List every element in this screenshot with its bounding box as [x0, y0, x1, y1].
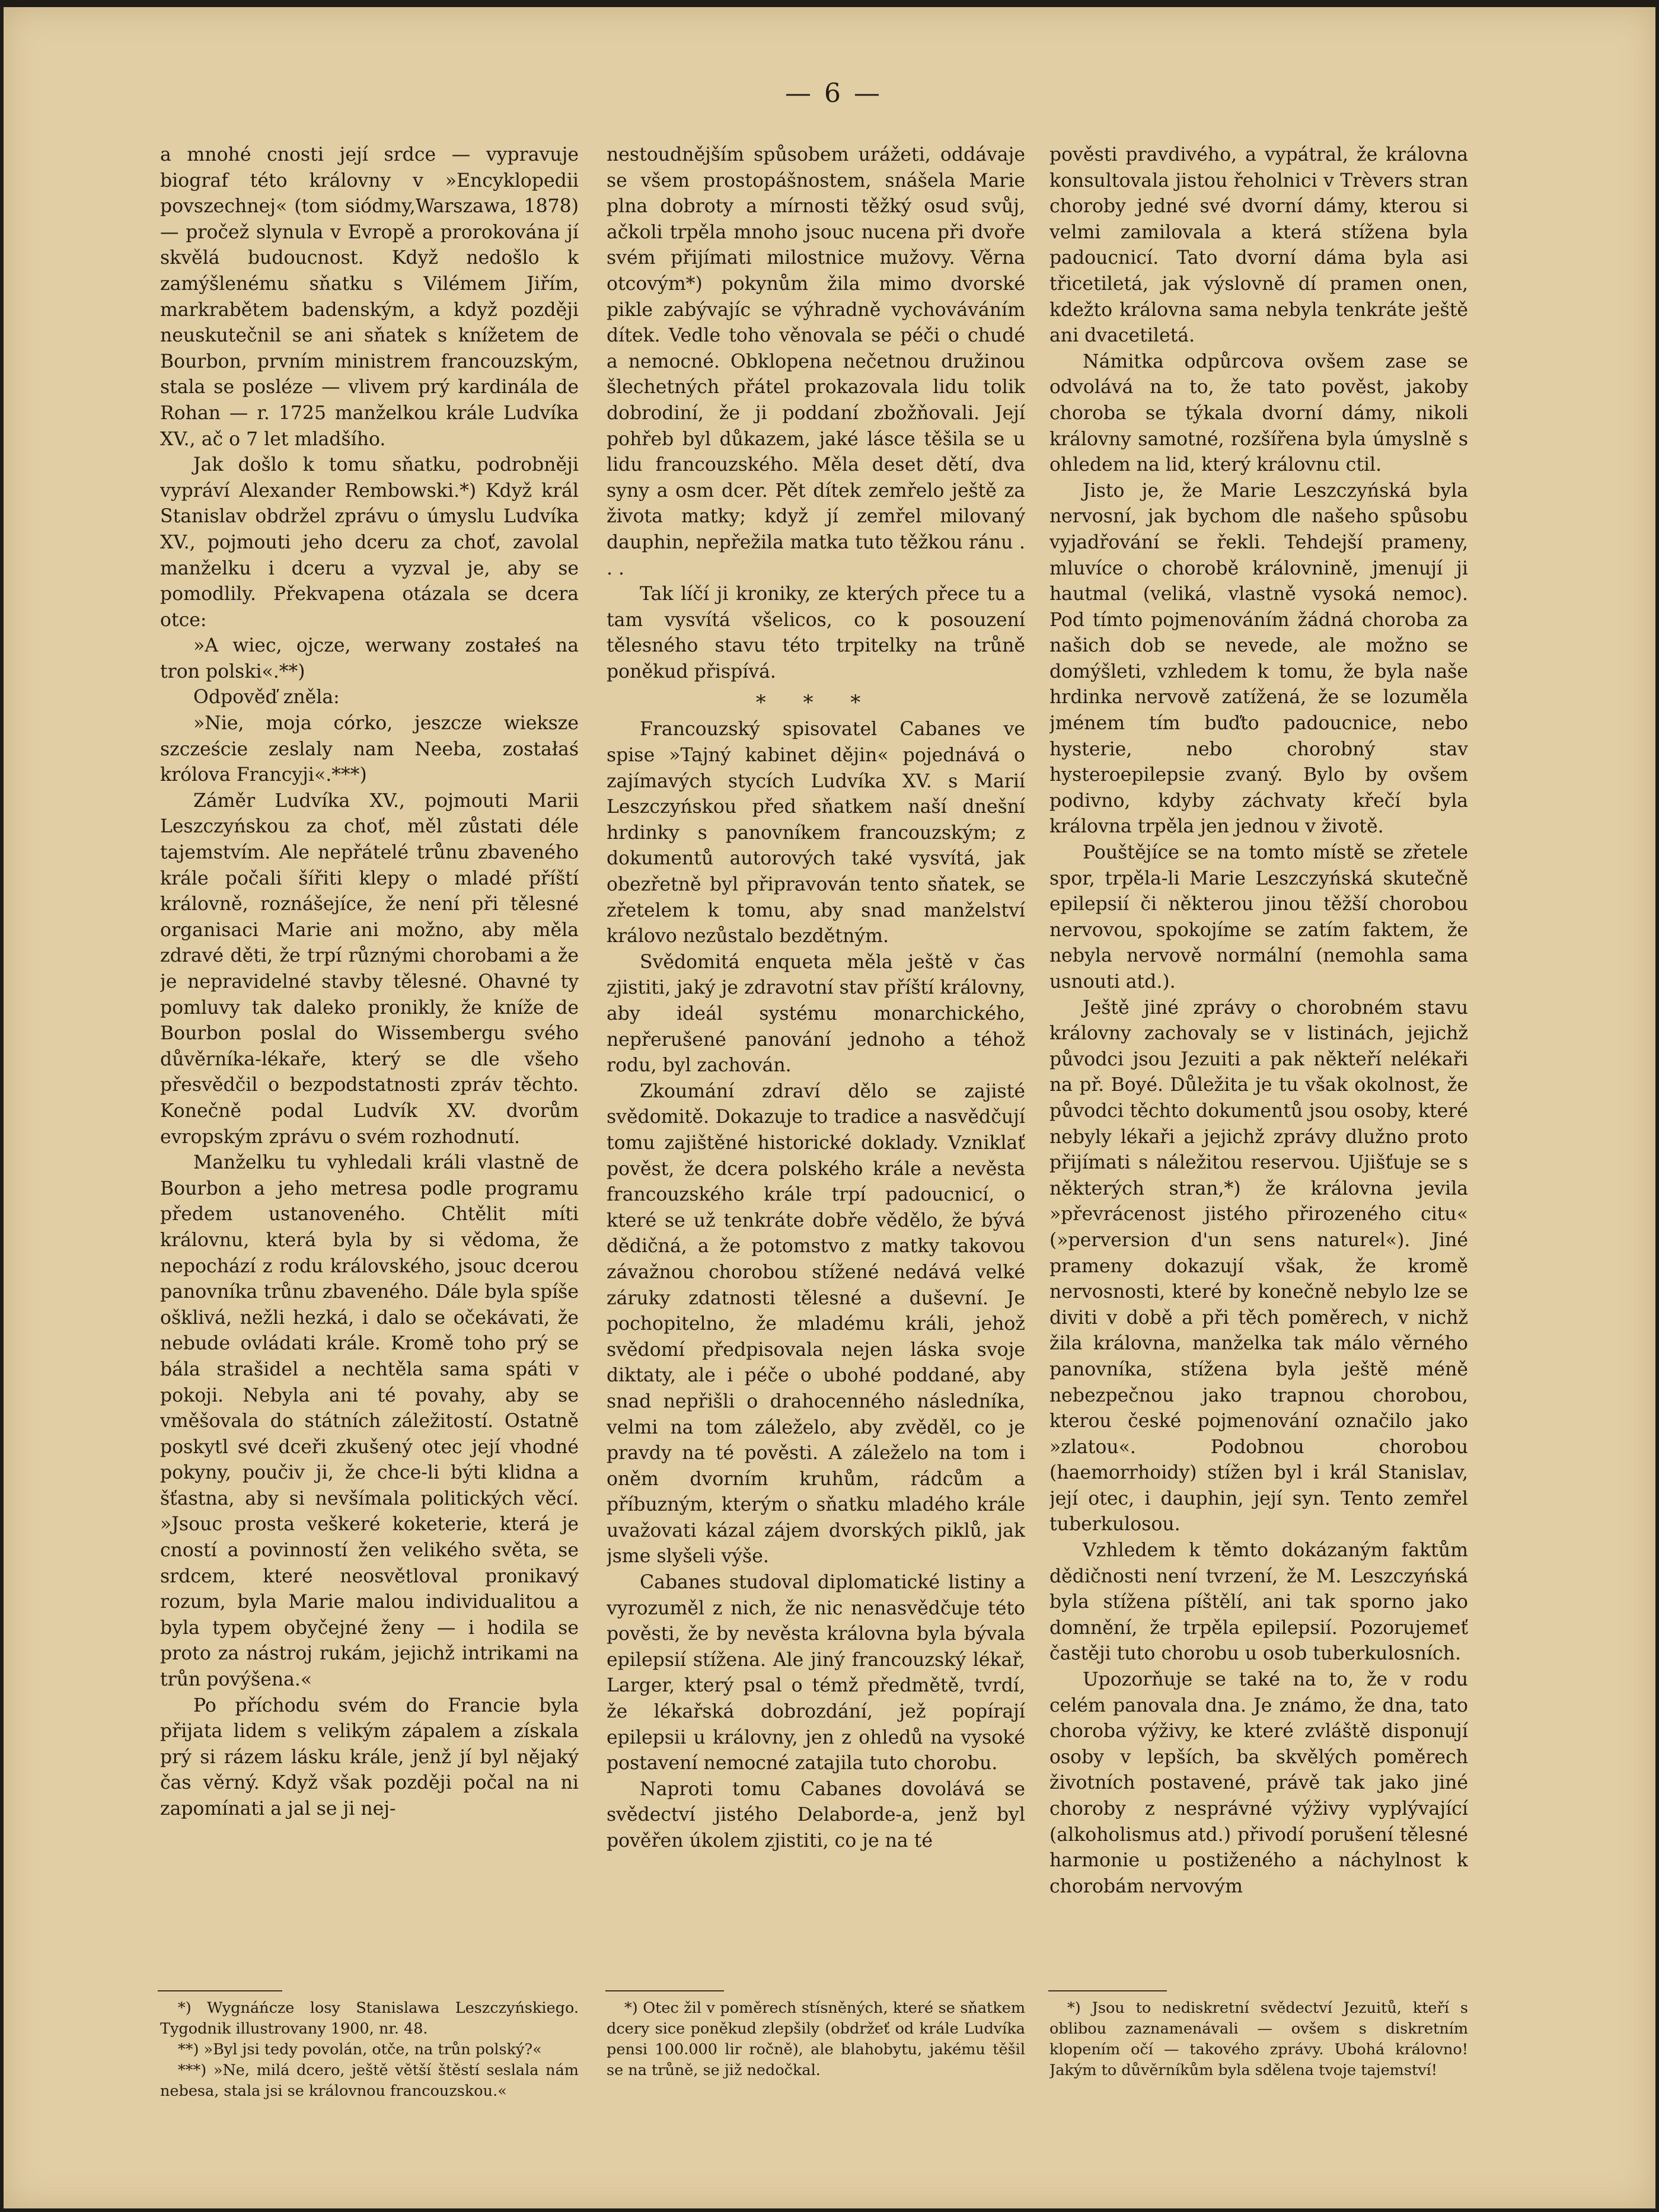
paragraph: Ještě jiné zprávy o chorobném stavu královny zachovaly se v listinách, jejichž původci jsou Jezuiti a pak někteří nelékaři na př. Boyé. Důležita je tu však okolnost, že původci těchto dokumentů jsou osoby, které nebyly lékaři a jejichž zprávy dlužno proto přijímati s náležitou reservou. Ujišťuje se s některých stran,*) že královna jevila »převrácenost jistého přirozeného citu« (»perversion d'un sens naturel«). Jiné prameny dokazují však, že kromě nervosnosti, které by konečně nebylo lze se diviti v době a při těch poměrech, v nichž žila královna, manželka tak málo věrného panovníka, stížena byla ještě méně nebezpečnou jako trapnou chorobou, kterou české pojmenování označilo jako »zlatou«. Podobnou chorobou (haemorrhoidy) stížen byl i král Stanislav, její otec, i dauphin, její syn. Tento zemřel tuberkulosou. [1049, 997, 1468, 1536]
footnote: *) Wygnáńcze losy Stanislawa Leszczyńskiego. Tygodnik illustrovany 1900, nr. 48. [160, 1999, 579, 2038]
paragraph: Po příchodu svém do Francie byla přijata lidem s velikým zápalem a získala prý si rázem lásku krále, jenž jí byl nějaký čas věrný. Když však později počal na ni zapomínati a jal se ji nej- [160, 1694, 579, 1820]
footnotes-column-2 [607, 1998, 1025, 2188]
paragraph: a mnohé cnosti její srdce — vypravuje biograf této královny v »Encyklopedii povszechnej« (tom siódmy,Warszawa, 1878) — pročež slynula v Evropě a prorokována jí skvělá budoucnost. Když nedošlo k zamýšlenému sňatku s Vilémem Jiřím, markrabětem badenským, a když později neuskutečnil se ani sňatek s knížetem de Bourbon, prvním ministrem francouzským, stala se posléze — vlivem prý kardinála de Rohan — r. 1725 manželkou krále Ludvíka XV., ač o 7 let mladšího. [160, 144, 579, 450]
quote-paragraph: »A wiec, ojcze, werwany zostałeś na tron polski«.**) [160, 635, 579, 682]
footnote: *) Otec žil v poměrech stísněných, které se sňatkem dcery sice poněkud zlepšily (obdržeť od krále Ludvíka pensi 100.000 lir ročně), ale blahobytu, jakému těšil se na trůně, se již nedočkal. [607, 1999, 1025, 2079]
footnotes-column-1 [160, 1998, 579, 2188]
paragraph: Svědomitá enqueta měla ještě v čas zjistiti, jaký je zdravotní stav příští královny, aby ideál systému monarchického, nepřerušené panování jednoho a téhož rodu, byl zachován. [607, 951, 1025, 1077]
paragraph: Upozorňuje se také na to, že v rodu celém panovala dna. Je známo, že dna, tato choroba výživy, ke které zvláště disponují osoby v lepších, ba skvělých poměrech životních postavené, právě tak jako jiné choroby z nesprávné výživy vyplývající (alkoholismus atd.) přivodí porušení tělesné harmonie u postiženého a náchylnost k chorobám nervovým [1049, 1669, 1468, 1897]
footnote: ***) »Ne, milá dcero, ještě větší štěstí seslala nám nebesa, stala jsi se královnou francouzskou.« [160, 2061, 579, 2100]
paragraph: Odpověď zněla: [193, 687, 340, 708]
page-number: — 6 — [785, 78, 882, 108]
document-page [4, 7, 1655, 2208]
footnote-rule [158, 1990, 282, 1991]
section-divider-asterism: * * * [755, 691, 876, 715]
footnote-rule [1048, 1990, 1167, 1991]
footnote: **) »Byl jsi tedy povolán, otče, na trůn polský?« [178, 2041, 542, 2058]
paragraph: Francouzský spisovatel Cabanes ve spise »Tajný kabinet dějin« pojednává o zajímavých stycích Ludvíka XV. s Marií Leszczyńskou před sňatkem naší dnešní hrdinky s panovníkem francouzským; z dokumentů autorových také vysvítá, jak obezřetně byl připravován tento sňatek, se zřetelem k tomu, aby snad manželství královo nezůstalo bezdětným. [607, 719, 1025, 947]
paragraph: Pouštějíce se na tomto místě se zřetele spor, trpěla-li Marie Leszczyńská skutečně epilepsií či některou jinou těžší chorobou nervovou, spokojíme se zatím faktem, že nebyla nervově normální (nemohla sama usnouti atd.). [1049, 842, 1468, 992]
paragraph: Cabanes studoval diplomatické listiny a vyrozuměl z nich, že nic nenasvědčuje této pověsti, že by nevěsta královna byla bývala epilepsií stížena. Ale jiný francouzský lékař, Larger, který psal o témž předmětě, tvrdí, že lékařská dobrozdání, jež popírají epilepsii u královny, jen z ohledů na vysoké postavení nemocné zatajila tuto chorobu. [607, 1572, 1025, 1774]
text-column-3 [1049, 142, 1468, 1945]
footnotes-column-3 [1049, 1998, 1468, 2188]
paragraph: Vzhledem k těmto dokázaným faktům dědičnosti není tvrzení, že M. Leszczyńská byla stížena píštělí, ani tak sporno jako domnění, že trpěla epilepsií. Pozorujemeť častěji tuto chorobu u osob tuberkulosních. [1049, 1540, 1468, 1665]
text-column-2 [607, 142, 1025, 1945]
paragraph: nestoudnějším spůsobem urážeti, oddávaje se všem prostopášnostem, snášela Marie plna dobroty a mírnosti těžký osud svůj, ačkoli trpěla mnoho jsouc nucena při dvoře svém přijímati milostnice mužovy. Věrna otcovým*) pokynům žila mimo dvorské pikle zabývajíc se výhradně vychováváním dítek. Vedle toho věnovala se péči o chudé a nemocné. Obklopena nečetnou družinou šlechetných přátel prokazovala lidu tolik dobrodiní, že ji poddaní zbožňovali. Její pohřeb byl důkazem, jaké lásce těšila se u lidu francouzského. Měla deset dětí, dva syny a osm dcer. Pět dítek zemřelo ještě za života matky; když jí zemřel milovaný dauphin, nepřežila matka tuto těžkou ránu . . . [607, 144, 1025, 579]
paragraph: pověsti pravdivého, a vypátral, že královna konsultovala jistou řeholnici v Trèvers stran choroby jedné své dvorní dámy, kterou si velmi zamilovala a která stížena byla padoucnicí. Tato dvorní dáma byla asi třicetiletá, jak výslovně dí pramen onen, kdežto královna sama nebyla tenkráte ještě ani dvacetiletá. [1049, 144, 1468, 347]
paragraph: Manželku tu vyhledali králi vlastně de Bourbon a jeho metresa podle programu předem ustanoveného. Chtělit míti královnu, která byla by si vědoma, že nepochází z rodu královského, jsouc dcerou panovníka trůnu zbaveného. Dále byla spíše ošklivá, nežli hezká, i dalo se očekávati, že nebude ovládati krále. Kromě toho prý se bála strašidel a nechtěla sama spáti v pokoji. Nebyla ani té povahy, aby se vměšovala do státních záležitostí. Ostatně poskytl své dceři zkušený otec její vhodné pokyny, poučiv ji, že chce-li býti klidna a šťastna, aby si nevšímala politických věcí. »Jsouc prosta veškeré koketerie, která je cností a povinností žen velikého světa, se srdcem, které neosvětloval pronikavý rozum, byla Marie malou individualitou a byla typem obyčejné ženy — i hodila se proto za nástroj rukám, jejichž intrikami na trůn povýšena.« [160, 1152, 579, 1691]
paragraph: Jak došlo k tomu sňatku, podrobněji vypráví Alexander Rembowski.*) Když král Stanislav obdržel zprávu o úmyslu Ludvíka XV., pojmouti jeho dceru za choť, zavolal manželku i dceru a vyzval je, aby se pomodlily. Překvapena otázala se dcera otce: [160, 454, 579, 631]
paragraph: Jisto je, že Marie Leszczyńská byla nervosní, jak bychom dle našeho spůsobu vyjadřování se řekli. Tehdejší prameny, mluvíce o chorobě královnině, jmenují ji hautmal (veliká, vlastně vysoká nemoc). Pod tímto pojmenováním žádná choroba za našich dob se nevede, ale možno se domýšleti, vzhledem k tomu, že byla naše hrdinka nervově zatížená, že se lozuměla jménem tím buďto padoucnice, nebo hysterie, nebo chorobný stav hysteroepilepsie zvaný. Bylo by ovšem podivno, kdyby záchvaty křečí byla královna trpěla jen jednou v životě. [1049, 480, 1468, 838]
footnote: *) Jsou to nediskretní svědectví Jezuitů, kteří s oblibou zaznamenávali — ovšem s diskretním klopením očí — takového zprávy. Ubohá královno! Jakým to důvěrníkům byla sdělena tvoje tajemství! [1049, 1999, 1468, 2079]
quote-paragraph: »Nie, moja córko, jeszcze wieksze szczeście zeslaly nam Neeba, zostałaś królova Francyji«.***) [160, 713, 579, 786]
paragraph: Zkoumání zdraví dělo se zajisté svědomitě. Dokazuje to tradice a nasvědčují tomu zajištěné historické doklady. Vzniklať pověst, že dcera polského krále a nevěsta francouzského krále trpí padoucnicí, o které se už tenkráte dobře vědělo, že bývá dědičná, a že potomstvo z matky takovou závažnou chorobou stížené nedává velké záruky zdatnosti tělesné a duševní. Je pochopitelno, že mladému králi, jehož svědomí předpisovala nejen láska svoje diktaty, ale i péče o ubohé poddané, aby snad nepřišli o drahocenného následníka, velmi na tom záleželo, aby zvěděl, co je pravdy na té pověsti. A záleželo na tom i oněm dvorním kruhům, rádcům a příbuzným, kterým o sňatku mladého krále uvažovati kázal zájem dvorských piklů, jak jsme slyšeli výše. [607, 1080, 1025, 1568]
paragraph: Záměr Ludvíka XV., pojmouti Marii Leszczyńskou za choť, měl zůstati déle tajemstvím. Ale nepřátelé trůnu zbaveného krále počali šířiti klepy o mladé příští královně, roznášejíce, že není při tělesné organisaci Marie ani možno, aby měla zdravé děti, že trpí různými chorobami a že je nepravidelné stavby tělesné. Ohavné ty pomluvy tak daleko pronikly, že kníže de Bourbon poslal do Wissembergu svého důvěrníka-lékaře, který se dle všeho přesvědčil o bezpodstatnosti zpráv těchto. Konečně podal Ludvík XV. dvorům evropským zprávu o svém rozhodnutí. [160, 790, 579, 1148]
paragraph: Tak líčí ji kroniky, ze kterých přece tu a tam vysvítá všelicos, co k posouzení tělesného stavu této trpitelky na trůně poněkud přispívá. [607, 583, 1025, 682]
footnote-rule [605, 1990, 724, 1991]
paragraph: Naproti tomu Cabanes dovolává se svědectví jistého Delaborde-a, jenž byl pověřen úkolem zjistiti, co je na té [607, 1778, 1025, 1852]
paragraph: Námitka odpůrcova ovšem zase se odvolává na to, že tato pověst, jakoby choroba se týkala dvorní dámy, nikoli královny samotné, rozšířena byla úmyslně s ohledem na lid, který královnu ctil. [1049, 350, 1468, 476]
text-column-1 [160, 142, 579, 1945]
